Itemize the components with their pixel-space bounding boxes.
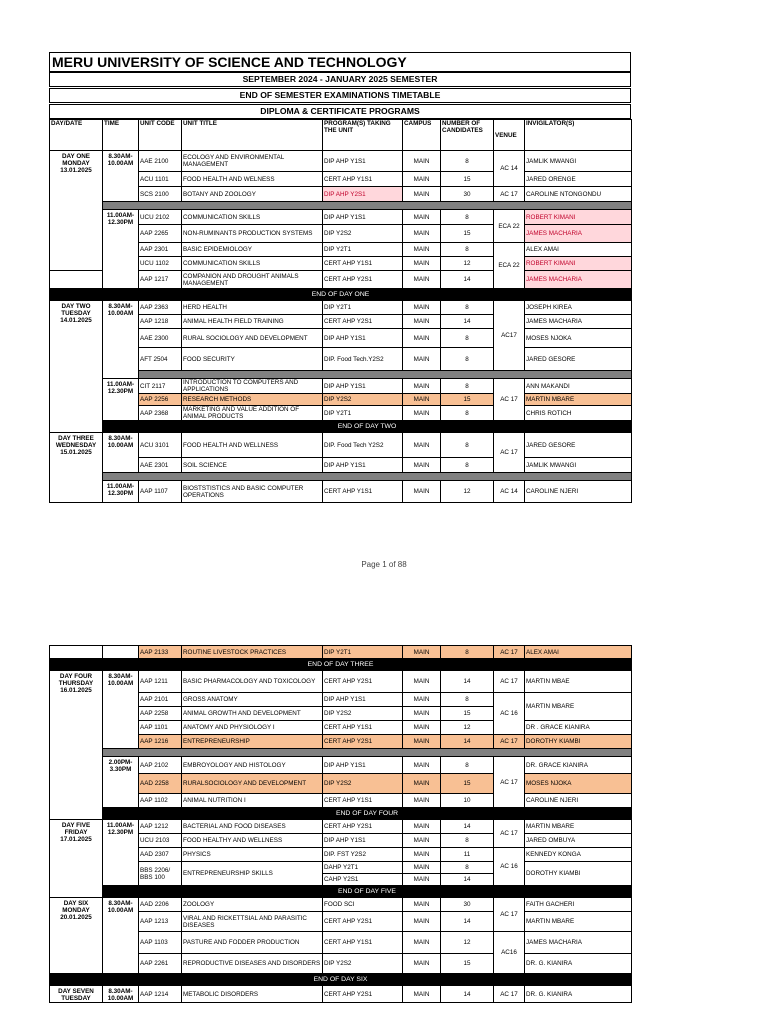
- table-row: UCU 2103 FOOD HEALTHY AND WELLNESS DIP AHP Y1S1 MAIN 8 JARED OMBUYA: [50, 834, 632, 848]
- table-row: AAP 2101 GROSS ANATOMY DIP AHP Y1S1 MAIN 8 AC 16 MARTIN MBARE: [50, 693, 632, 707]
- time-cell: 2.00PM-3.30PM: [103, 757, 139, 808]
- semester-title: SEPTEMBER 2024 - JANUARY 2025 SEMESTER: [49, 72, 631, 87]
- table-row: AAP 1213 VIRAL AND RICKETTSIAL AND PARASITIC DISEASES CERT AHP Y2S1 MAIN 14 MARTIN MBARE: [50, 912, 632, 932]
- table-row: DAY THREE WEDNESDAY 15.01.2025 8.30AM-10.00AM ACU 3101 FOOD HEALTH AND WELLNESS DIP. Food Tech Y2S2 MAIN 8 AC 17 JARED GESORE: [50, 433, 632, 458]
- table-row: 11.00AM-12.30PM CIT 2117 INTRODUCTION TO COMPUTERS AND APPLICATIONS DIP AHP Y1S1 MAIN 8 AC 17 ANN MAKANDI: [50, 379, 632, 394]
- time-cell: 11.00AM-12.30PM: [103, 481, 139, 503]
- table-row: AAP 1101 ANATOMY AND PHYSIOLOGY I CERT AHP Y1S1 MAIN 12 DR . GRACE KIANIRA: [50, 721, 632, 735]
- table-row: DAY TWO TUESDAY 14.01.2025 8.30AM-10.00AM AAP 2363 HERD HEALTH DIP Y2T1 MAIN 8 AC17 JOSEPH KIREA: [50, 301, 632, 315]
- table-row: UCU 1102 COMMUNICATION SKILLS CERT AHP Y1S1 MAIN 12 ROBERT KIMANI: [50, 257, 632, 271]
- table-row: 2.00PM-3.30PM AAP 2102 EMBROYOLOGY AND HISTOLOGY DIP AHP Y1S1 MAIN 8 AC 17 DR. GRACE KIANIRA: [50, 757, 632, 774]
- time-cell: 8.30AM-10.00AM: [103, 986, 139, 1003]
- time-cell: 8.30AM-10.00AM: [103, 301, 139, 379]
- header-row: [50, 120, 632, 151]
- timetable-title: END OF SEMESTER EXAMINATIONS TIMETABLE: [49, 88, 631, 103]
- table-row: AAP 2265 NON-RUMINANTS PRODUCTION SYSTEMS DIP Y2S2 MAIN 15 JAMES MACHARIA: [50, 225, 632, 243]
- day-cell: DAY FIVE FRIDAY 17.01.2025: [50, 820, 103, 898]
- day-cell: DAY FOUR THURSDAY 16.01.2025: [50, 671, 103, 820]
- table-row: AAD 2307 PHYSICS DIP. FST Y2S2 MAIN 11 AC 16 KENNEDY KONGA: [50, 848, 632, 862]
- end-of-day-bar: END OF DAY FIVE: [50, 886, 632, 898]
- time-cell: 11.00AM-12.30PM: [103, 379, 139, 421]
- end-of-day-bar: END OF DAY SIX: [50, 974, 632, 986]
- table-row: AAP 1216 ENTREPRENEURSHIP CERT AHP Y2S1 MAIN 14 AC 17 DOROTHY KIAMBI: [50, 735, 632, 749]
- table-row: AAP 2258 ANIMAL GROWTH AND DEVELOPMENT DIP Y2S2 MAIN 15: [50, 707, 632, 721]
- table-row: AAE 2301 SOIL SCIENCE DIP AHP Y1S1 MAIN 8 JAMLIK MWANGI: [50, 458, 632, 473]
- table-row: ACU 1101 FOOD HEALTH AND WELNESS CERT AHP Y1S1 MAIN 15 JARED ORENGE: [50, 172, 632, 187]
- time-cell: 11.00AM-12.30PM: [103, 820, 139, 886]
- table-row: AFT 2504 FOOD SECURITY DIP. Food Tech.Y2S2 MAIN 8 JARED GESORE: [50, 348, 632, 371]
- header-campus: CAMPUS: [403, 120, 441, 151]
- table-row: SCS 2100 BOTANY AND ZOOLOGY DIP AHP Y2S1 MAIN 30 AC 17 CAROLINE NTONGONDU: [50, 187, 632, 202]
- table-row: DAY ONE MONDAY 13.01.2025 8.30AM-10.00AM AAE 2100 ECOLOGY AND ENVIRONMENTAL MANAGEMENT DIP AHP Y1S1 MAIN 8 AC 14 JAMLIK MWANGI: [50, 151, 632, 172]
- header-unit: UNIT TITLE: [182, 120, 323, 151]
- header-venue: VENUE: [494, 120, 525, 151]
- university-title: MERU UNIVERSITY OF SCIENCE AND TECHNOLOGY: [49, 52, 631, 72]
- time-cell: 8.30AM-10.00AM: [103, 433, 139, 473]
- timetable-page-2: [49, 645, 632, 1003]
- table-row: CAHP Y2S1 MAIN 14: [50, 874, 632, 886]
- end-of-day-bar: END OF DAY ONE: [50, 289, 632, 301]
- table-row: DAY SIX MONDAY 20.01.2025 8.30AM-10.00AM AAD 2206 ZOOLOGY FOOD SCI MAIN 30 AC 17 FAITH GACHERI: [50, 898, 632, 912]
- table-row: 11.00AM-12.30PM UCU 2102 COMMUNICATION SKILLS DIP AHP Y1S1 MAIN 8 ECA 22 ROBERT KIMANI: [50, 210, 632, 225]
- table-row: AAP 1103 PASTURE AND FODDER PRODUCTION CERT AHP Y1S1 MAIN 12 AC16 JAMES MACHARIA: [50, 932, 632, 954]
- day-cell: DAY SEVEN TUESDAY: [50, 986, 103, 1003]
- table-row: AAP 1102 ANIMAL NUTRITION I CERT AHP Y1S1 MAIN 10 CAROLINE NJERI: [50, 794, 632, 808]
- table-row: AAP 2133 ROUTINE LIVESTOCK PRACTICES DIP Y2T1 MAIN 8 AC 17 ALEX AMAI: [50, 646, 632, 659]
- table-row: DAY FOUR THURSDAY 16.01.2025 8.30AM-10.00AM AAP 1211 BASIC PHARMACOLOGY AND TOXICOLOGY CERT AHP Y2S1 MAIN 14 AC 17 MARTIN MBAE: [50, 671, 632, 693]
- table-row: AAP 1218 ANIMAL HEALTH FIELD TRAINING CERT AHP Y2S1 MAIN 14 JAMES MACHARIA: [50, 315, 632, 329]
- table-row: BBS 2206/ BBS 100 ENTREPRENEURSHIP SKILLS DAHP Y2T1 MAIN 8 DOROTHY KIAMBI: [50, 862, 632, 874]
- table-row: AAP 2256 RESEARCH METHODS DIP Y2S2 MAIN 15 MARTIN MBARE: [50, 394, 632, 406]
- time-cell: 8.30AM-10.00AM: [103, 898, 139, 974]
- time-cell: 11.00AM-12.30PM: [103, 210, 139, 289]
- day-cell: DAY ONE MONDAY 13.01.2025: [50, 151, 103, 271]
- end-of-day-bar: END OF DAY THREE: [50, 659, 632, 671]
- day-cell: DAY SIX MONDAY 20.01.2025: [50, 898, 103, 974]
- header-candidates: NUMBER OF CANDIDATES: [441, 120, 494, 151]
- programs-title: DIPLOMA & CERTIFICATE PROGRAMS: [49, 104, 631, 119]
- timetable-page-1: [49, 119, 632, 503]
- end-of-day-bar: END OF DAY FOUR: [50, 808, 632, 820]
- page-footer: Page 1 of 88: [361, 560, 407, 569]
- header-code: UNIT CODE: [139, 120, 182, 151]
- table-row: DAY FIVE FRIDAY 17.01.2025 11.00AM-12.30PM AAP 1212 BACTERIAL AND FOOD DISEASES CERT AHP Y2S1 MAIN 14 AC 17 MARTIN MBARE: [50, 820, 632, 834]
- header-day: DAY/DATE: [50, 120, 103, 151]
- time-cell: 8.30AM-10.00AM: [103, 151, 139, 202]
- table-row: AAE 2300 RURAL SOCIOLOGY AND DEVELOPMENT DIP AHP Y1S1 MAIN 8 MOSES NJOKA: [50, 329, 632, 348]
- end-of-day-bar: END OF DAY TWO: [50, 421, 632, 433]
- day-cell: DAY TWO TUESDAY 14.01.2025: [50, 301, 103, 433]
- table-row: AAP 2368 MARKETING AND VALUE ADDITION OF ANIMAL PRODUCTS DIP Y2T1 MAIN 8 CHRIS ROTICH: [50, 406, 632, 421]
- header-invigilator: INVIGILATOR(S): [525, 120, 632, 151]
- header-time: TIME: [103, 120, 139, 151]
- table-row: AAP 2261 REPRODUCTIVE DISEASES AND DISORDERS DIP Y2S2 MAIN 15 DR. G. KIANIRA: [50, 954, 632, 974]
- table-row: AAD 2258 RURALSOCIOLOGY AND DEVELOPMENT DIP Y2S2 MAIN 15 MOSES NJOKA: [50, 774, 632, 794]
- time-cell: 8.30AM-10.00AM: [103, 671, 139, 749]
- table-row: AAP 1217 COMPANION AND DROUGHT ANIMALS MANAGEMENT CERT AHP Y2S1 MAIN 14 JAMES MACHARIA: [50, 271, 632, 289]
- header-program: PROGRAM(S) TAKING THE UNIT: [323, 120, 403, 151]
- day-cell: DAY THREE WEDNESDAY 15.01.2025: [50, 433, 103, 503]
- table-row: DAY SEVEN TUESDAY 8.30AM-10.00AM AAP 1214 METABOLIC DISORDERS CERT AHP Y2S1 MAIN 14 AC 17 DR. G. KIANIRA: [50, 986, 632, 1003]
- table-row: AAP 2301 BASIC EPIDEMIOLOGY DIP Y2T1 MAIN 8 ECA 22 ALEX AMAI: [50, 243, 632, 257]
- table-row: 11.00AM-12.30PM AAP 1107 BIOSTSTISTICS AND BASIC COMPUTER OPERATIONS CERT AHP Y1S1 MAIN 12 AC 14 CAROLINE NJERI: [50, 481, 632, 503]
